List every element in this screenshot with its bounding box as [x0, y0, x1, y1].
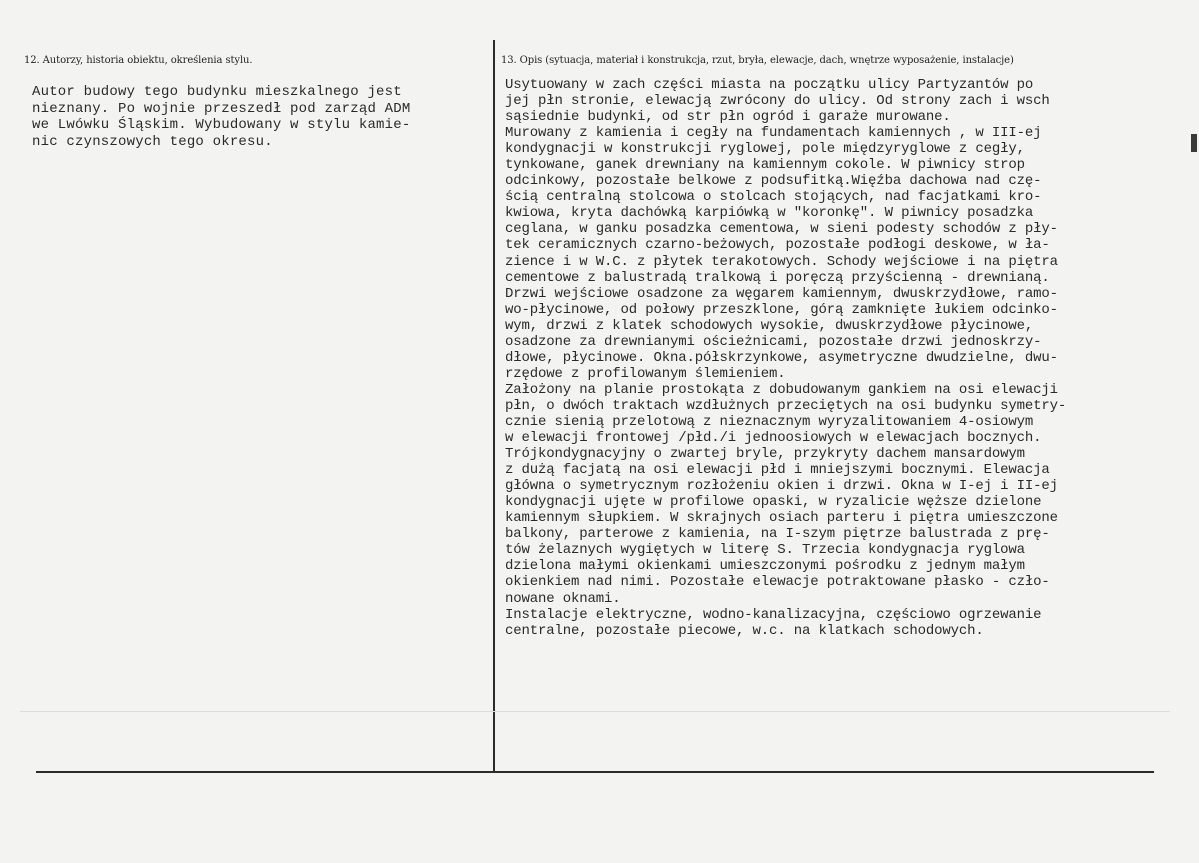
section-12-text [32, 84, 484, 150]
text-line: główna o symetrycznym rozłożeniu okien i drzwi. Okna w I-ej i II-ej [505, 478, 1058, 495]
text-line: centralne, pozostałe piecowe, w.c. na klatkach schodowych. [505, 622, 984, 639]
text-line: z dużą facjatą na osi elewacji płd i mniejszymi bocznymi. Elewacja [505, 462, 1050, 479]
text-line: Instalacje elektryczne, wodno-kanalizacyjna, częściowo ogrzewanie [505, 606, 1042, 623]
text-line: ścią centralną stolcowa o stolcach stojących, nad facjatkami kro- [505, 189, 1042, 206]
text-line: rzędowe z profilowanym ślemieniem. [505, 365, 786, 382]
text-line: cznie sienią przelotową z nieznacznym wyryzalitowaniem 4-osiowym [505, 413, 1034, 430]
text-line: okienkiem nad nimi. Pozostałe elewacje potraktowane płasko - czło- [505, 574, 1050, 591]
section-13-text [505, 77, 1191, 639]
text-line: Założony na planie prostokąta z dobudowanym gankiem na osi elewacji [505, 381, 1058, 398]
edge-tab-mark [1191, 134, 1197, 152]
text-line: Autor budowy tego budynku mieszkalnego jest [32, 84, 402, 100]
text-line: płn, o dwóch traktach wzdłużnych przeciętych na osi budynku symetry- [505, 397, 1067, 414]
text-line: tynkowane, ganek drewniany na kamiennym cokole. W piwnicy strop [505, 157, 1025, 174]
text-line: balkony, parterowe z kamienia, na I-szym piętrze balustrada z prę- [505, 526, 1050, 543]
faint-rule [20, 711, 1170, 712]
text-line: odcinkowy, pozostałe belkowe z podsufitką.Więźba dachowa nad czę- [505, 173, 1042, 190]
text-line: nic czynszowych tego okresu. [32, 133, 273, 150]
text-line: w elewacji frontowej /płd./i jednoosiowych w elewacjach bocznych. [505, 430, 1042, 447]
section-12-heading: 12. Autorzy, historia obiektu, określenia stylu. [24, 55, 253, 66]
text-line: kondygnacji w konstrukcji ryglowej, pole międzyryglowe z cegły, [505, 141, 1025, 158]
text-line: cementowe z balustradą tralkową i poręczą przyścienną - drewnianą. [505, 269, 1050, 286]
text-line: Drzwi wejściowe osadzone za węgarem kamiennym, dwuskrzydłowe, ramo- [505, 285, 1058, 302]
text-line: wo-płycinowe, od połowy przeszklone, górą zamknięte łukiem odcinko- [505, 301, 1058, 318]
text-line: Murowany z kamienia i cegły na fundamentach kamiennych , w III-ej [505, 125, 1042, 142]
text-line: Trójkondygnacyjny o zwartej bryle, przykryty dachem mansardowym [505, 446, 1025, 463]
text-line: tek ceramicznych czarno-beżowych, pozostałe podłogi deskowe, w ła- [505, 237, 1050, 254]
text-line: Usytuowany w zach części miasta na początku ulicy Partyzantów po [505, 77, 1034, 93]
text-line: nowane oknami. [505, 590, 621, 607]
text-line: kwiowa, kryta dachówką karpiówką w "koronkę". W piwnicy posadzka [505, 205, 1034, 222]
text-line: osadzone za drewnianymi ościeżnicami, pozostałe drzwi jednoskrzy- [505, 333, 1042, 350]
text-line: kondygnacji ujęte w profilowe opaski, w ryzalicie węższe dzielone [505, 494, 1042, 511]
text-line: nieznany. Po wojnie przeszedł pod zarząd ADM [32, 100, 411, 117]
column-divider [493, 40, 495, 773]
section-13-heading: 13. Opis (sytuacja, materiał i konstrukcja, rzut, bryła, elewacje, dach, wnętrze wyposażenie, instalacje) [501, 55, 1014, 66]
bottom-rule [36, 771, 1154, 773]
text-line: kamiennym słupkiem. W skrajnych osiach parteru i piętra umieszczone [505, 510, 1058, 527]
text-line: tów żelaznych wygiętych w literę S. Trzecia kondygnacja ryglowa [505, 542, 1025, 559]
section-13 [501, 55, 1191, 639]
text-line: wym, drzwi z klatek schodowych wysokie, dwuskrzydłowe płycinowe, [505, 317, 1034, 334]
text-line: dzielona małymi okienkami umieszczonymi pośrodku z jednym małym [505, 558, 1025, 575]
text-line: sąsiednie budynki, od str płn ogród i garaże murowane. [505, 109, 951, 126]
text-line: zience i w W.C. z płytek terakotowych. Schody wejściowe i na piętra [505, 253, 1058, 270]
text-line: ceglana, w ganku posadzka cementowa, w sieni podesty schodów z pły- [505, 221, 1058, 238]
text-line: we Lwówku Śląskim. Wybudowany w stylu kamie- [32, 117, 411, 133]
section-12 [24, 55, 484, 150]
text-line: dłowe, płycinowe. Okna.półskrzynkowe, asymetryczne dwudzielne, dwu- [505, 349, 1058, 366]
text-line: jej płn stronie, elewacją zwrócony do ulicy. Od strony zach i wsch [505, 93, 1050, 110]
